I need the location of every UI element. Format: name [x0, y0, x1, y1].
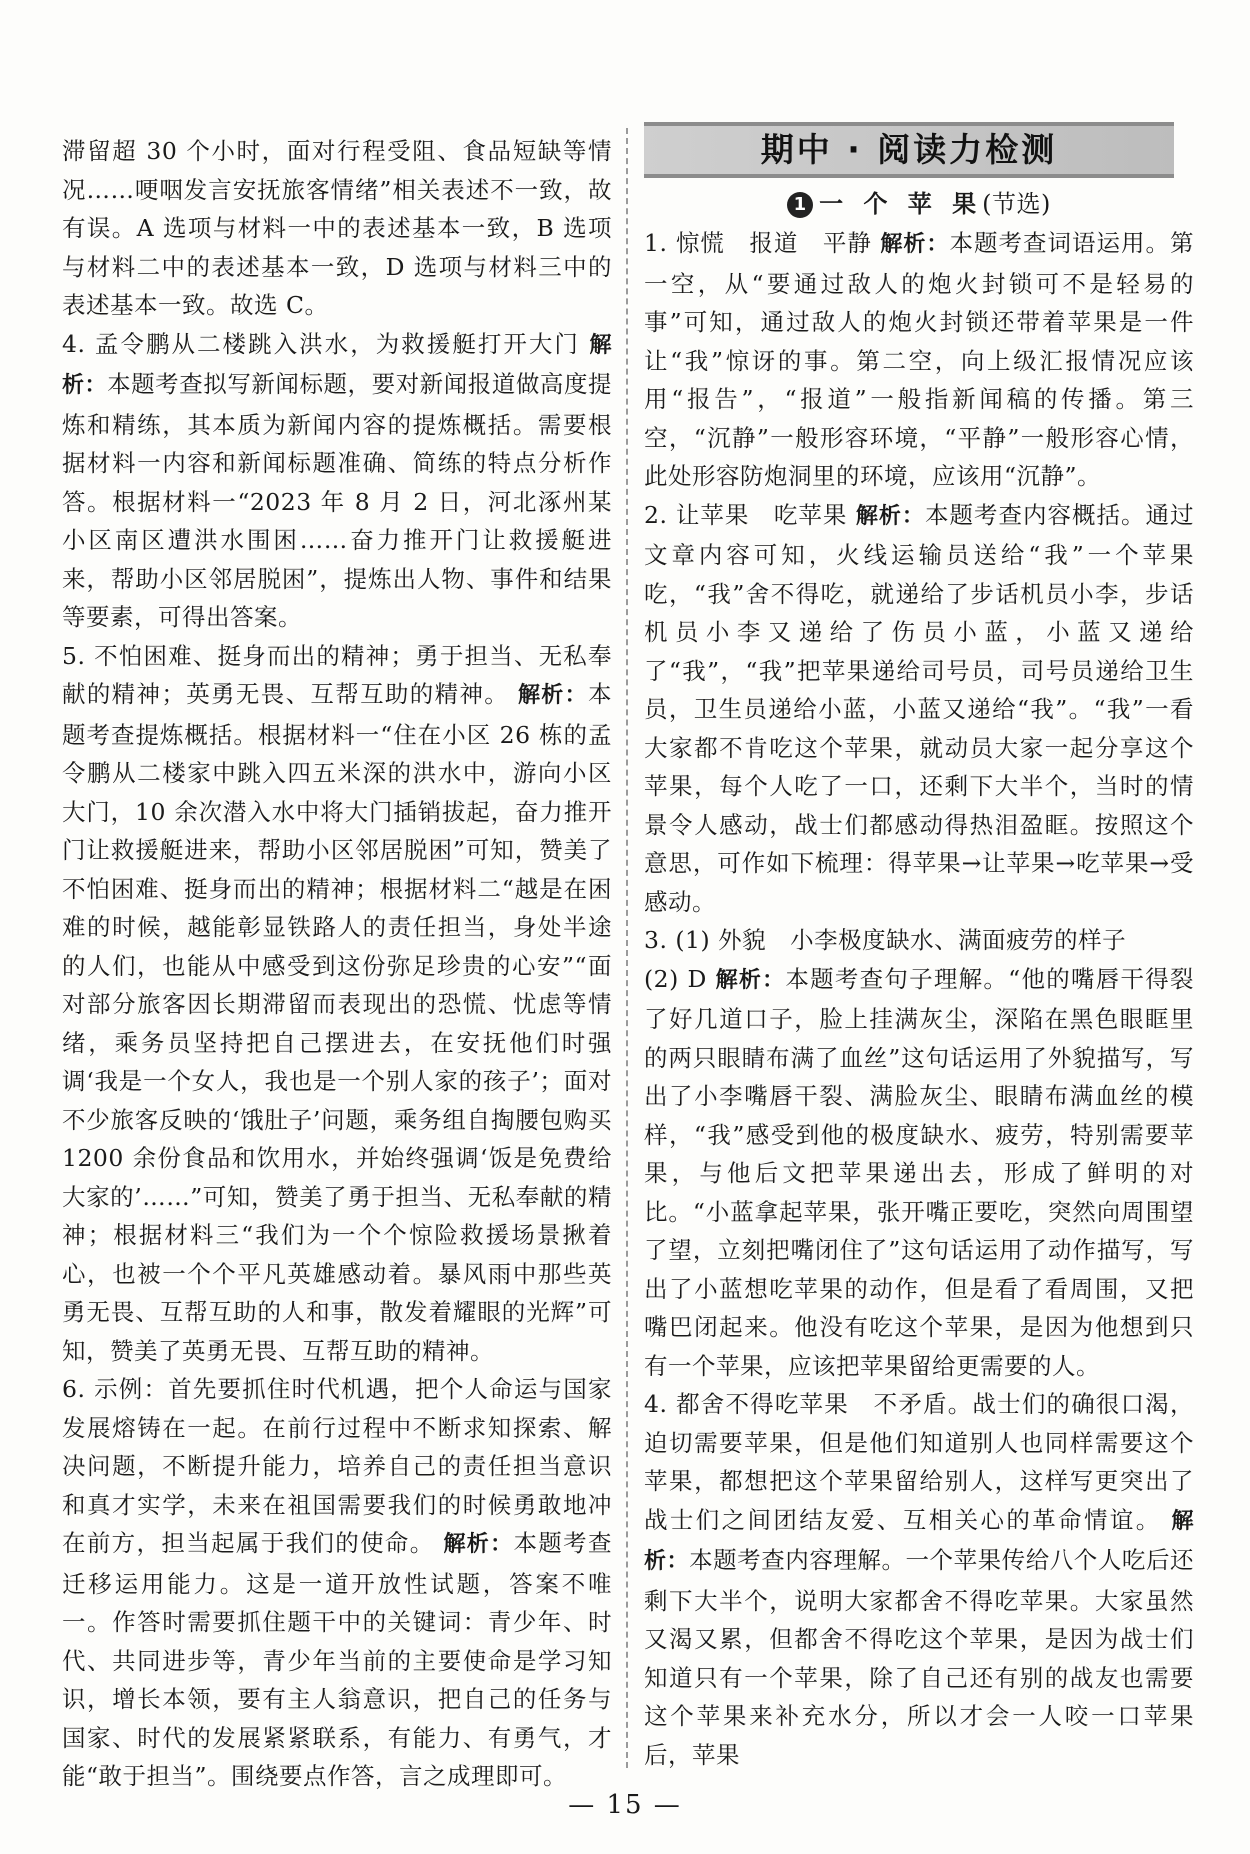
r-q2-analysis-text: 本题考查内容概括。通过文章内容可知，火线运输员送给“我”一个苹果吃，“我”舍不得吃，就递给了步话机员小李，步话机员小李又递给了伤员小蓝，小蓝又递给了“我”，“我”把苹果递给司号员，司号员递给卫生员，卫生员递给小蓝，小蓝又递给“我”。“我”一看大家都不肯吃这个苹果，就动员大家一起分享这个苹果，每个人吃了一口，还剩下大半个，当时的情景令人感动，战士们都感动得热泪盈眶。按照这个意思，可作如下梳理：得苹果→让苹果→吃苹果→受感动。	[644, 500, 1194, 916]
question-5-answer	[62, 637, 612, 1371]
q4-analysis-label: 解析：	[62, 332, 612, 398]
r-question-3-2-answer	[644, 960, 1194, 1386]
r-q4-answer-text: 4. 都舍不得吃苹果 不矛盾。战士们的确很口渴，迫切需要苹果，但是他们知道别人也同样需要这个苹果，都想把这个苹果留给别人，这样写更突出了战士们之间团结友爱、互相关心的革命情谊。	[644, 1390, 1194, 1534]
r-q1-answer-text: 1. 惊慌 报道 平静	[644, 229, 872, 257]
question-6-answer	[62, 1370, 612, 1796]
paragraph-prev-answer-end: 滞留超 30 个小时，面对行程受阻、食品短缺等情况……哽咽发言安抚旅客情绪”相关表述不一致，故有误。A 选项与材料一中的表述基本一致，B 选项与材料二中的表述基本一致，D 选项与材料三中的表述基本一致。故选 C。	[62, 137, 612, 319]
q5-analysis-text: 本题考查提炼概括。根据材料一“住在小区 26 栋的孟令鹏从二楼家中跳入四五米深的洪水中，游向小区大门，10 余次潜入水中将大门插销拔起，奋力推开门让救援艇进来，帮助小区邻居脱困”可知，赞美了不怕困难、挺身而出的精神；根据材料二“越是在困难的时候，越能彰显铁路人的责任担当，身处半途的人们，也能从中感受到这份弥足珍贵的心安”“面对部分旅客因长期滞留而表现出的恐慌、忧虑等情绪，乘务员坚持把自己摆进去，在安抚他们时强调‘我是一个女人，我也是一个别人家的孩子’；面对不少旅客反映的‘饿肚子’问题，乘务组自掏腰包购买 1200 余份食品和饮用水，并始终强调‘饭是免费给大家的’……”可知，赞美了勇于担当、无私奉献的精神；根据材料三“我们为一个个惊险救援场景揪着心，也被一个个平凡英雄感动着。暴风雨中那些英勇无畏、互帮互助的人和事，散发着耀眼的光辉”可知，赞美了英勇无畏、互帮互助的精神。	[62, 680, 612, 1365]
r-question-2-answer	[644, 496, 1194, 922]
r-q1-analysis-label: 解析：	[880, 232, 950, 257]
r-question-4-answer	[644, 1385, 1194, 1774]
q6-answer-text: 6. 示例：首先要抓住时代机遇，把个人命运与国家发展熔铸在一起。在前行过程中不断求知探索、解决问题，不断提升能力，培养自己的责任担当意识和真才实学，未来在祖国需要我们的时候勇敢地冲在前方，担当起属于我们的使命。	[62, 1375, 612, 1557]
q5-analysis-label: 解析：	[517, 683, 588, 708]
q6-analysis-text: 本题考查迁移运用能力。这是一道开放性试题，答案不唯一。作答时需要抓住题干中的关键词：青少年、时代、共同进步等，青少年当前的主要使命是学习知识，增长本领，要有主人翁意识，把自己的任务与国家、时代的发展紧紧联系，有能力、有勇气，才能“敢于担当”。围绕要点作答，言之成理即可。	[62, 1529, 612, 1790]
question-4-answer	[62, 325, 612, 637]
left-column	[62, 132, 612, 1796]
column-divider	[626, 128, 628, 1768]
r-q3-2-analysis-label: 解析：	[715, 967, 786, 993]
q4-analysis-text: 本题考查拟写新闻标题，要对新闻报道做高度提炼和精练，其本质为新闻内容的提炼概括。需要根据材料一内容和新闻标题准确、简练的特点分析作答。根据材料一“2023 年 8 月 2 日，河北涿州某小区南区遭洪水围困……奋力推开门让救援艇进来，帮助小区邻居脱困”，提炼出人物、事件和结果等要素，可得出答案。	[62, 370, 612, 631]
r-q2-analysis-label: 解析：	[855, 503, 925, 529]
page-number: — 15 —	[568, 1790, 682, 1820]
q4-answer-text: 4. 孟令鹏从二楼跳入洪水，为救援艇打开大门	[62, 329, 580, 358]
r-q1-analysis-text: 本题考查词语运用。第一空，从“要通过敌人的炮火封锁可不是轻易的事”可知，通过敌人的炮火封锁还带着苹果是一件让“我”惊讶的事。第二空，向上级汇报情况应该用“报告”，“报道”一般指新闻稿的传播。第三空，“沉静”一般形容环境，“平静”一般形容心情，此处形容防炮洞里的环境，应该用“沉静”。	[644, 229, 1194, 490]
q6-analysis-label: 解析：	[443, 1532, 514, 1557]
r-q3-2-answer-text: (2) D	[644, 964, 707, 993]
r-q4-analysis-text: 本题考查内容理解。一个苹果传给八个人吃后还剩下大半个，说明大家都舍不得吃苹果。大家虽然又渴又累，但都舍不得吃这个苹果，是因为战士们知道只有一个苹果，除了自己还有别的战友也需要这个苹果来补充水分，所以才会一人咬一口苹果后，苹果	[644, 1546, 1194, 1769]
section-title: 期中 · 阅读力检测	[760, 130, 1058, 169]
r-q3-2-analysis-text: 本题考查句子理解。“他的嘴唇干得裂了好几道口子，脸上挂满灰尘，深陷在黑色眼眶里的两只眼睛布满了血丝”这句话运用了外貌描写，写出了小李嘴唇干裂、满脸灰尘、眼睛布满血丝的模样，“我”感受到他的极度缺水、疲劳，特别需要苹果，与他后文把苹果递出去，形成了鲜明的对比。“小蓝拿起苹果，张开嘴正要吃，突然向周围望了望，立刻把嘴闭住了”这句话运用了动作描写，写出了小蓝想吃苹果的动作，但是看了看周围，又把嘴巴闭起来。他没有吃这个苹果，是因为他想到只有一个苹果，应该把苹果留给更需要的人。	[644, 964, 1194, 1380]
passage-subtitle	[644, 184, 1194, 224]
r-q4-analysis-label: 解析：	[644, 1508, 1194, 1574]
right-column	[644, 122, 1194, 1774]
r-question-3-1-answer: 3. (1) 外貌 小李极度缺水、满面疲劳的样子	[644, 926, 1127, 954]
passage-title-note: (节选)	[982, 190, 1051, 218]
r-question-1-answer	[644, 224, 1194, 496]
q5-answer-text: 5. 不怕困难、挺身而出的精神；勇于担当、无私奉献的精神；英勇无畏、互帮互助的精神。	[62, 641, 612, 708]
r-q2-answer-text: 2. 让苹果 吃苹果	[644, 500, 848, 529]
passage-title: 一 个 苹 果	[819, 190, 983, 218]
passage-number-badge: 1	[787, 192, 813, 218]
section-banner	[644, 122, 1174, 178]
